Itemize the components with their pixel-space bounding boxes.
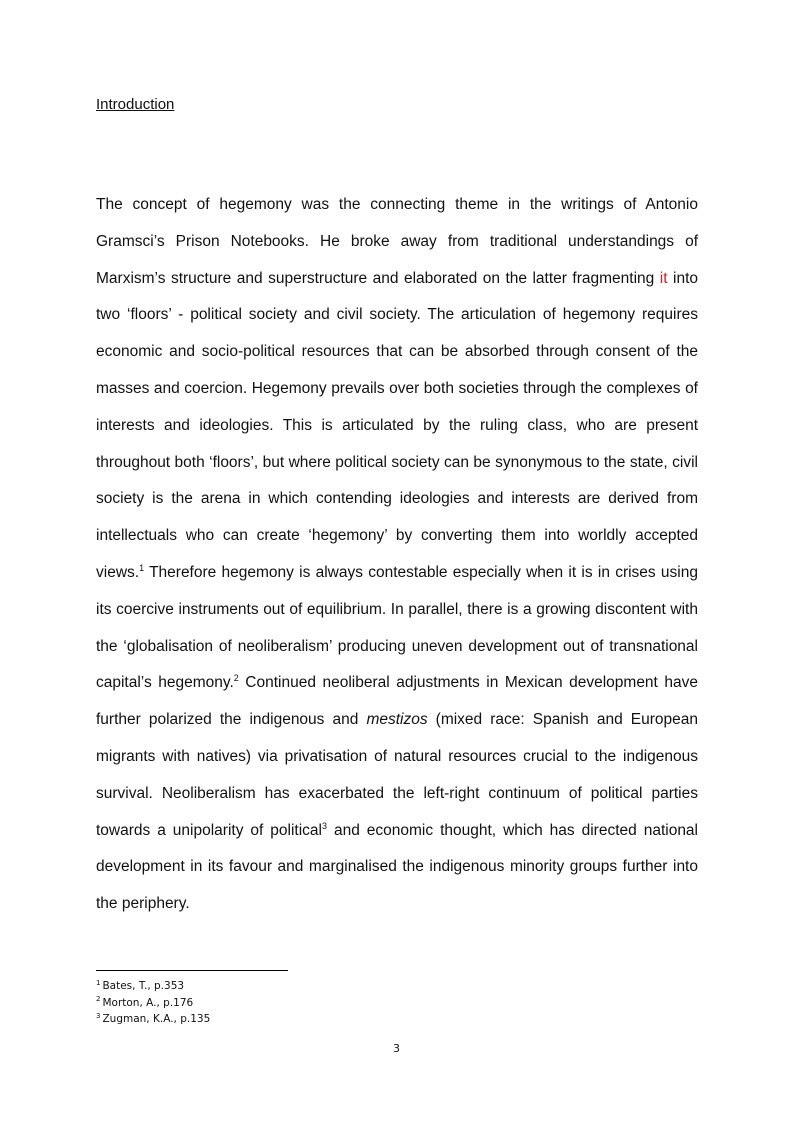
footnote-text: Bates, T., p.353 — [102, 980, 185, 992]
text-segment: into two ‘floors’ - political society and civil society. The articulation of hegemony requires economic and socio-political resources that can be absorbed through consent of the masses and coercion. Hegemony prevails over both societies through the complexes of interests and ideologies. This is articulated by the ruling class, who are present throughout both ‘floors’, but where political society can be synonymous to the state, civil society is the arena in which contending ideologies and interests are derived from intellectuals who can create ‘hegemony’ by converting them into worldly accepted views. — [96, 269, 698, 581]
footnote-text: Zugman, K.A., p.135 — [102, 1013, 211, 1025]
footnote-ref-2: 2 — [233, 673, 239, 684]
page-number: 3 — [393, 1042, 400, 1055]
footnote-number: 2 — [96, 995, 101, 1003]
footnote-ref-3: 3 — [322, 820, 328, 831]
text-segment: Continued neoliberal adjustments in Mexican development have further polarized the indigenous and — [96, 674, 698, 729]
footnote-number: 1 — [96, 978, 101, 987]
footnote-item — [96, 995, 396, 1012]
footnote-item — [96, 978, 396, 995]
text-segment: and economic thought, which has directed national development in its favour and marginalised the indigenous minority groups further into the periphery. — [96, 821, 699, 913]
italic-term: mestizos — [366, 711, 428, 729]
body-paragraph — [96, 187, 698, 923]
section-heading: Introduction — [96, 96, 175, 113]
footnote-number: 3 — [96, 1011, 101, 1020]
text-segment: The concept of hegemony was the connecting theme in the writings of Antonio Gramsci’s Prison Notebooks. He broke away from traditional understandings of Marxism’s structure and superstructure and elaborated on the latter fragmenting — [96, 196, 698, 287]
footnote-item — [96, 1011, 396, 1028]
footnote-divider — [96, 970, 288, 971]
footnotes — [96, 978, 396, 1028]
footnote-ref-1: 1 — [139, 562, 145, 573]
footnote-text: Morton, A., p.176 — [102, 996, 194, 1009]
highlighted-word: it — [659, 269, 668, 287]
text-segment: (mixed race: Spanish and European migrants with natives) via privatisation of natural resources crucial to the indigenous survival. Neoliberalism has exacerbated the left-right continuum of political parties towards a unipolarity of political — [96, 711, 698, 839]
text-segment: Therefore hegemony is always contestable especially when it is in crises using its coercive instruments out of equilibrium. In parallel, there is a growing discontent with the ‘globalisation of neoliberalism’ producing uneven development out of transnational capital’s hegemony. — [96, 563, 698, 692]
